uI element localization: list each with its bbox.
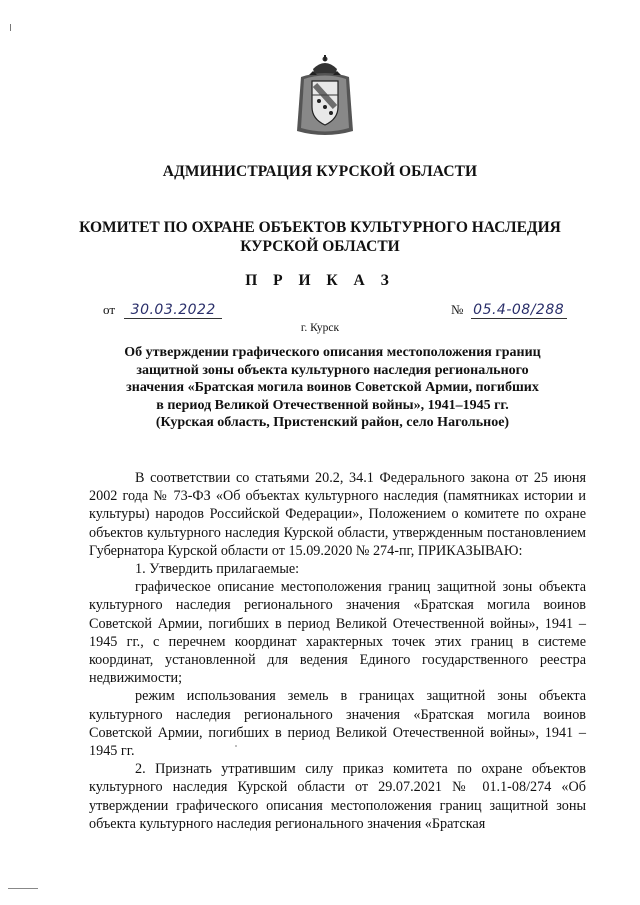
order-heading: П Р И К А З [245, 272, 395, 289]
coat-of-arms-emblem [295, 55, 355, 139]
order-number-line [451, 302, 567, 319]
body-paragraph-land-use-regime: режим использования земель в границах защитной зоны объекта культурного наследия регионального значения «Братская могила воинов Советской Армии, погибших в период Великой Отечественной войны», 1941 – 1945 гг. [89, 688, 586, 760]
subject-line: защитной зоны объекта культурного наследия регионального [136, 362, 529, 378]
scan-mark [10, 24, 11, 31]
order-date-line [103, 302, 222, 319]
city-label: г. Курск [300, 322, 340, 334]
number-prefix: № [451, 302, 464, 317]
committee-heading [60, 218, 580, 256]
order-subject [105, 344, 560, 432]
subject-line: в период Великой Отечественной войны», 1941–1945 гг. [156, 397, 509, 413]
body-paragraph-graphic-description: графическое описание местоположения границ защитной зоны объекта культурного наследия регионального значения «Братская могила воинов Советской Армии, погибших в период Великой Отечественной войны», 1941 – 1945 гг., с перечнем координат характерных точек этих границ в системе координат, установленной для ведения Единого государственного реестра недвижимости; [89, 579, 586, 687]
subject-line: Об утверждении графического описания местоположения границ [124, 345, 541, 360]
administration-heading: АДМИНИСТРАЦИЯ КУРСКОЙ ОБЛАСТИ [162, 163, 478, 180]
body-paragraph-item-1: 1. Утвердить прилагаемые: [135, 561, 300, 578]
order-number: 05.4-08/288 [471, 303, 567, 319]
committee-heading-line2: КУРСКОЙ ОБЛАСТИ [240, 238, 400, 255]
order-body [89, 469, 586, 833]
committee-heading-line1: КОМИТЕТ ПО ОХРАНЕ ОБЪЕКТОВ КУЛЬТУРНОГО НАСЛЕДИЯ [79, 219, 561, 236]
subject-line: значения «Братская могила воинов Советской Армии, погибших [126, 380, 539, 395]
footer-mark [8, 888, 38, 889]
date-prefix: от [103, 302, 116, 317]
scan-speck [235, 745, 237, 747]
body-paragraph-preamble: В соответствии со статьями 20.2, 34.1 Федерального закона от 25 июня 2002 года № 73-ФЗ «Об объектах культурного наследия (памятниках истории и культуры) народов Российской Федерации», Положением о комитете по охране объектов культурного наследия Курской области, утвержденным постановлением Губернатора Курской области от 15.09.2020 № 274-пг, ПРИКАЗЫВАЮ: [89, 470, 586, 559]
order-date: 30.03.2022 [124, 303, 222, 319]
body-paragraph-item-2: 2. Признать утратившим силу приказ комитета по охране объектов культурного наследия Курской области от 29.07.2021 № 01.1-08/274 «Об утверждении графического описания местоположения границ защитной зоны объекта культурного наследия регионального значения «Братская [89, 761, 586, 832]
subject-line: (Курская область, Пристенский район, село Нагольное) [155, 415, 510, 430]
